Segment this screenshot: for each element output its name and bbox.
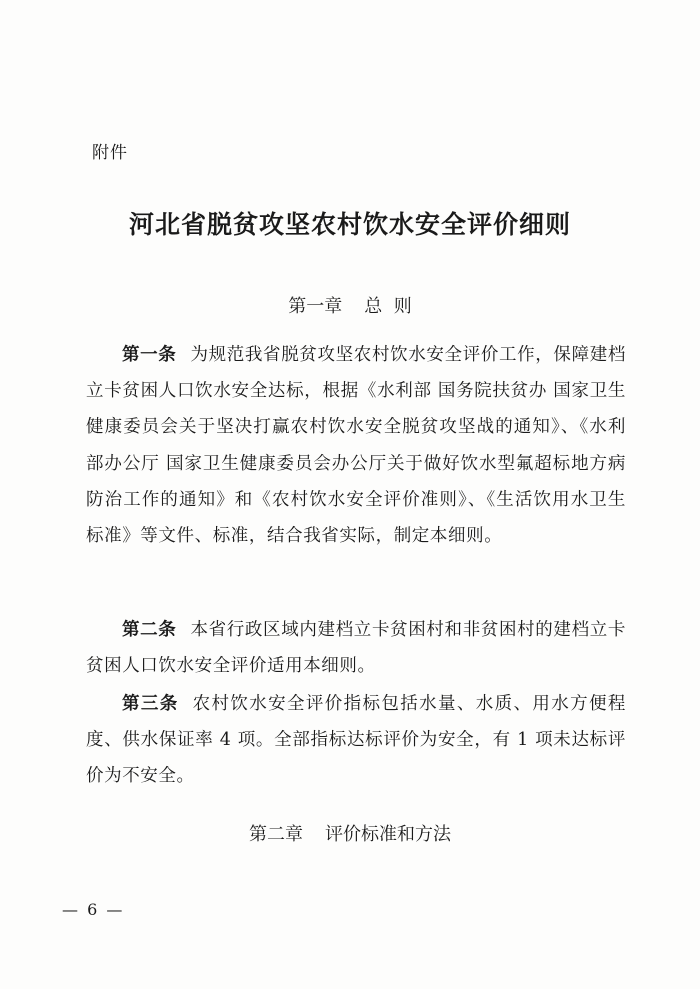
article-2-label: 第二条	[122, 620, 177, 640]
article-1	[86, 337, 626, 554]
attachment-label: 附件	[92, 143, 128, 163]
chapter-heading-1	[0, 292, 700, 318]
chapter-heading-2	[0, 820, 700, 846]
article-3-label: 第三条	[122, 694, 179, 714]
chapter-2-label: 第二章	[249, 824, 303, 845]
chapter-1-label: 第一章	[288, 296, 343, 317]
chapter-2-name: 评价标准和方法	[325, 824, 451, 845]
article-3-text: 农村饮水安全评价指标包括水量、水质、用水方便程度、供水保证率 4 项。全部指标达标评价为安全，有 1 项未达标评价为不安全。	[86, 694, 626, 787]
article-1-label: 第一条	[122, 345, 177, 365]
article-2	[86, 612, 626, 684]
article-2-text: 本省行政区域内建档立卡贫困村和非贫困村的建档立卡贫困人口饮水安全评价适用本细则。	[86, 620, 626, 677]
article-3	[86, 686, 626, 795]
chapter-1-name: 总 则	[364, 296, 412, 317]
document-title: 河北省脱贫攻坚农村饮水安全评价细则	[128, 210, 571, 239]
page-number: — 6 —	[62, 900, 125, 919]
article-1-text: 为规范我省脱贫攻坚农村饮水安全评价工作，保障建档立卡贫困人口饮水安全达标，根据《水利部 国务院扶贫办 国家卫生健康委员会关于坚决打赢农村饮水安全脱贫攻坚战的通知》、《水利部办公厅 国家卫生健康委员会办公厅关于做好饮水型氟超标地方病防治工作的通知》和《农村饮水安全评价准则》、《生活饮用水卫生标准》等文件、标准，结合我省实际，制定本细则。	[86, 345, 626, 547]
